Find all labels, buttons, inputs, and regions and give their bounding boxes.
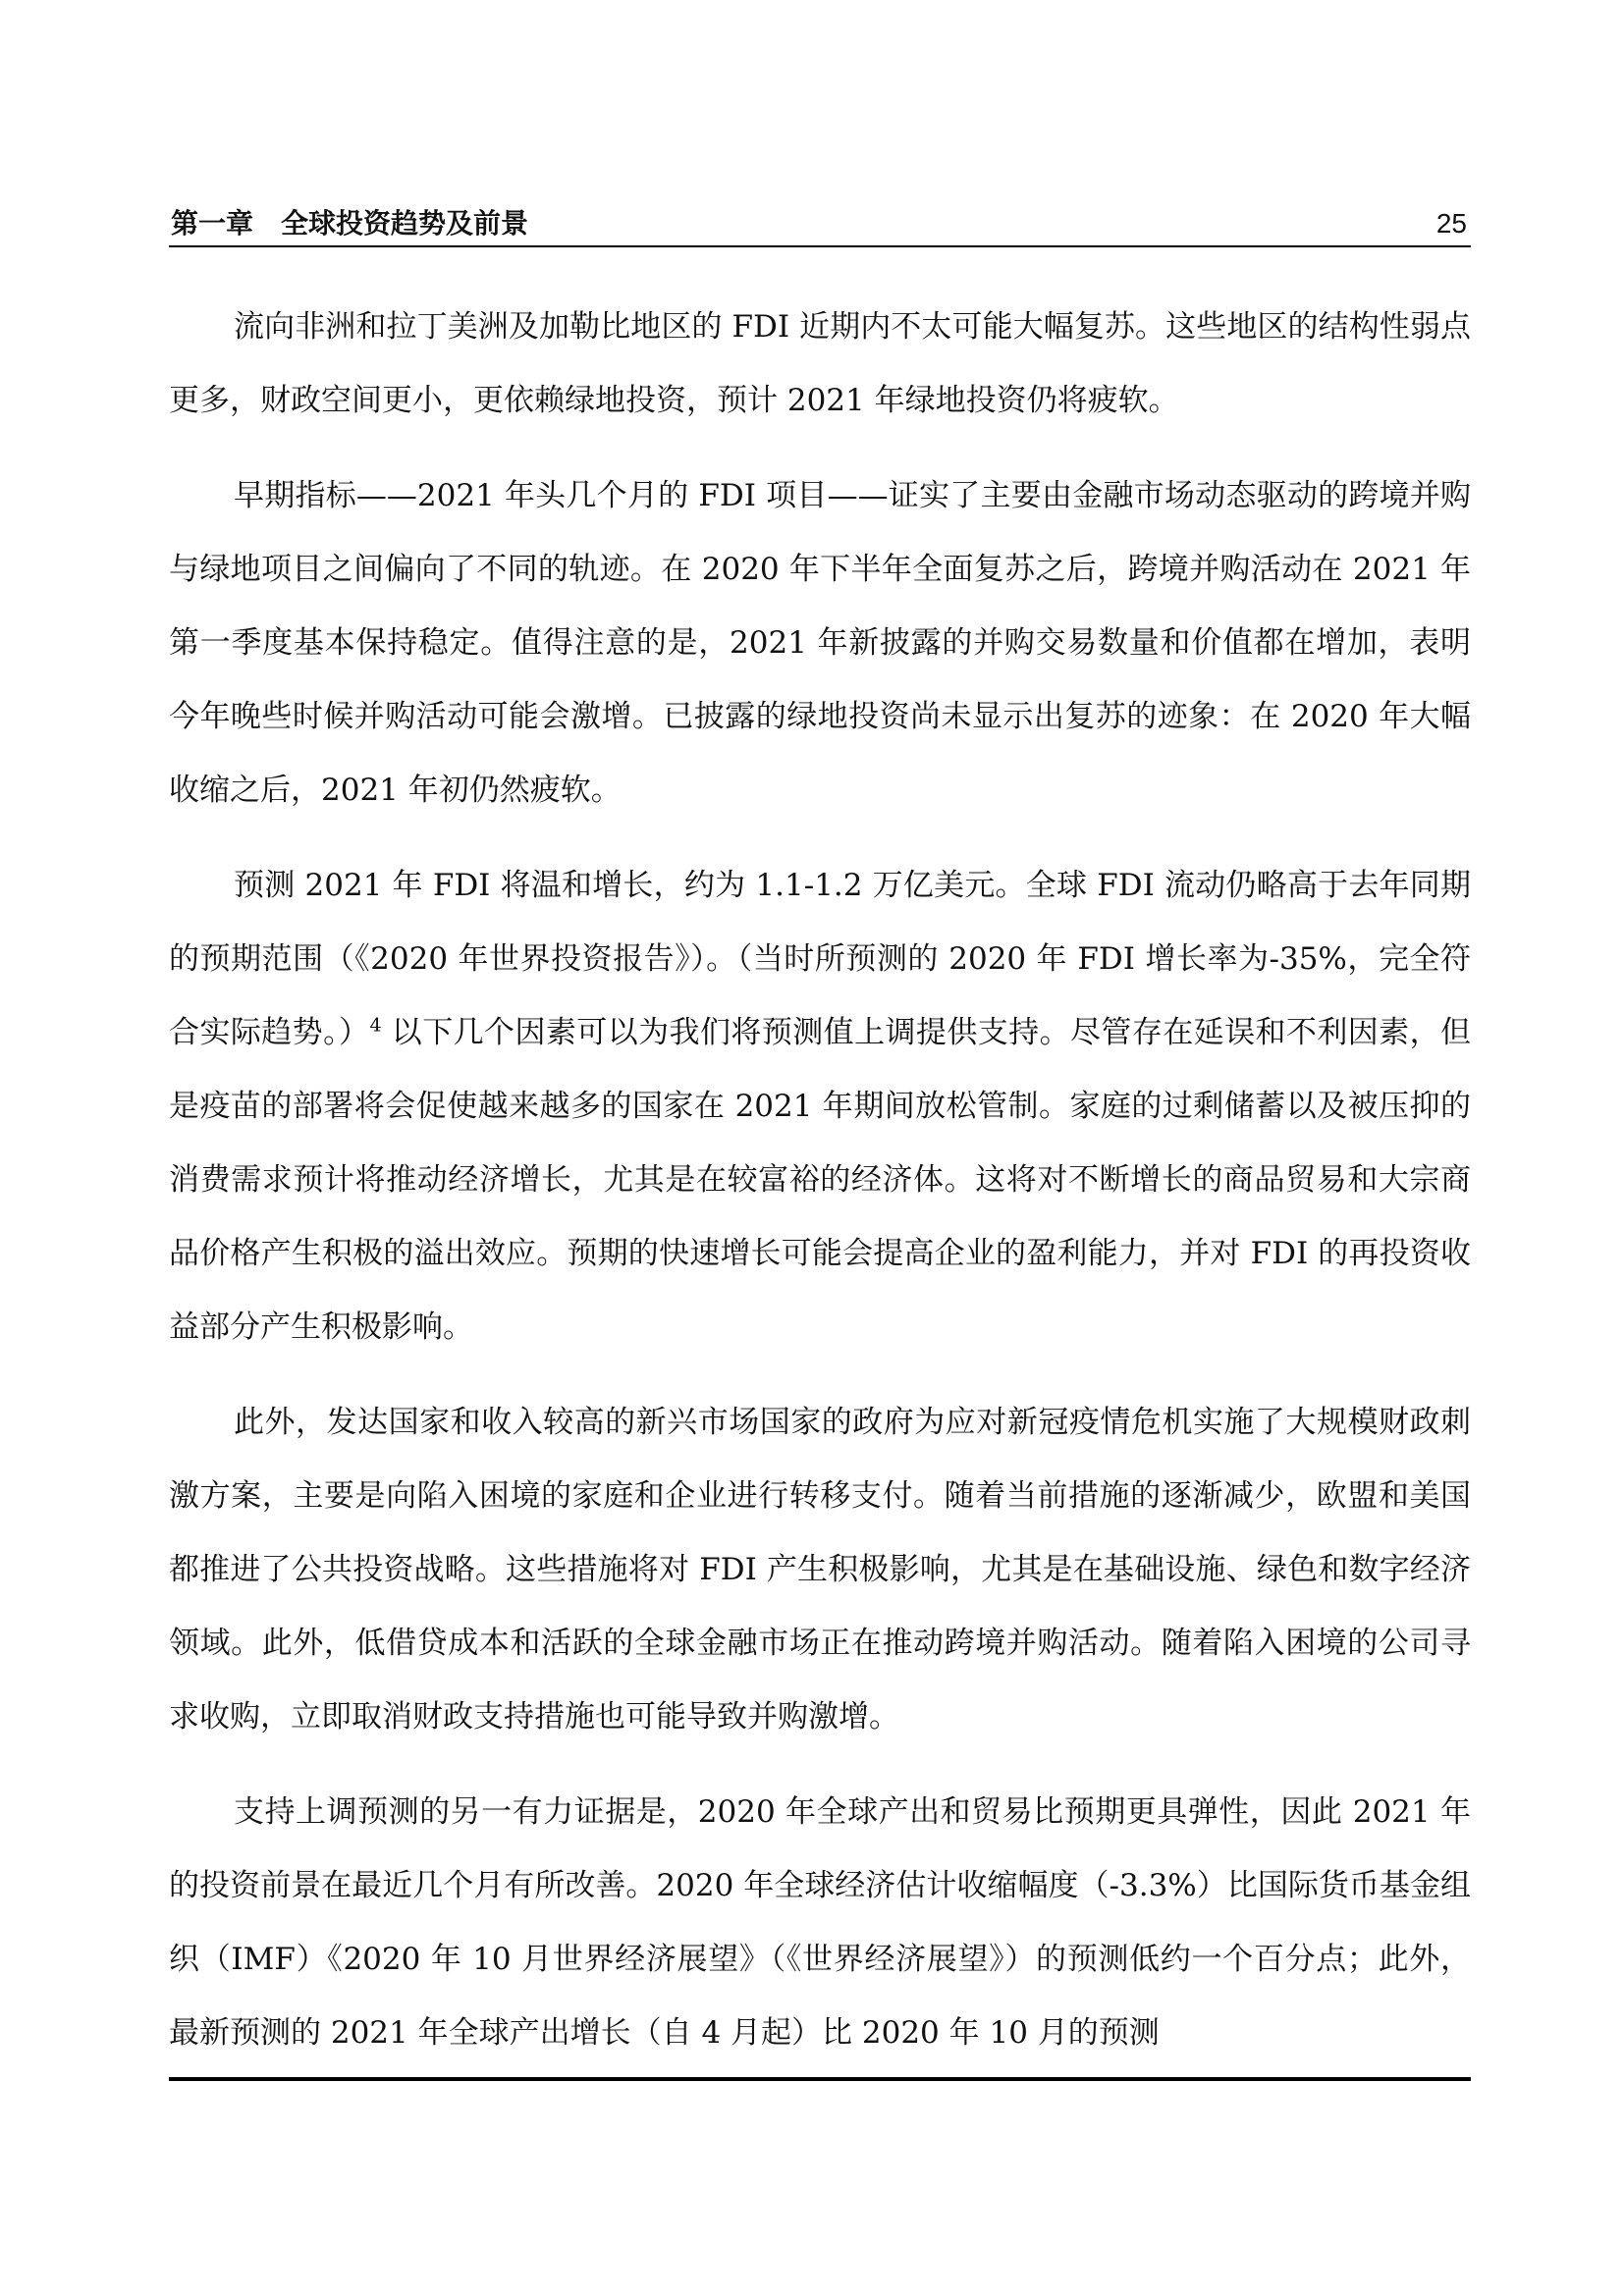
paragraph-fiscal-stimulus: 此外，发达国家和收入较高的新兴市场国家的政府为应对新冠疫情危机实施了大规模财政刺激方案，主要是向陷入困境的家庭和企业进行转移支付。随着当前措施的逐渐减少，欧盟和美国都推进了公共投资战略。这些措施将对 FDI 产生积极影响，尤其是在基础设施、绿色和数字经济领域。此外，低借贷成本和活跃的全球金融市场正在推动跨境并购活动。随着陷入困境的公司寻求收购，立即取消财政支持措施也可能导致并购激增。 [169, 1405, 1471, 1735]
header-divider [169, 245, 1471, 247]
paragraph-fdi-forecast-part1: 预测 2021 年 FDI 将温和增长，约为 1.1-1.2 万亿美元。全球 FDI 流动仍略高于去年同期的预期范围（《2020 年世界投资报告》）。（当时所预测的 2020 年 FDI 增长率为-35%，完全符合实际趋势。） [169, 868, 1471, 1050]
paragraph-fdi-forecast [169, 849, 1471, 1364]
chapter-title: 第一章 全球投资趋势及前景 [171, 207, 529, 240]
paragraph-latin-america-africa: 流向非洲和拉丁美洲及加勒比地区的 FDI 近期内不太可能大幅复苏。这些地区的结构性弱点更多，财政空间更小，更依赖绿地投资，预计 2021 年绿地投资仍将疲软。 [169, 309, 1471, 418]
page-number: 25 [1435, 208, 1467, 239]
paragraph-early-indicators: 早期指标——2021 年头几个月的 FDI 项目——证实了主要由金融市场动态驱动的跨境并购与绿地项目之间偏向了不同的轨迹。在 2020 年下半年全面复苏之后，跨境并购活动在 2021 年第一季度基本保持稳定。值得注意的是，2021 年新披露的并购交易数量和价值都在增加，表明今年晚些时候并购活动可能会激增。已披露的绿地投资尚未显示出复苏的迹象：在 2020 年大幅收缩之后，2021 年初仍然疲软。 [169, 478, 1471, 808]
body-text [169, 291, 1471, 2092]
footer-divider [169, 2077, 1471, 2081]
footnote-marker[interactable]: 4 [369, 1014, 382, 1037]
paragraph-fdi-forecast-part2: 以下几个因素可以为我们将预测值上调提供支持。尽管存在延误和不利因素，但是疫苗的部署将会促使越来越多的国家在 2021 年期间放松管制。家庭的过剩储蓄以及被压抑的消费需求预计将推动经济增长，尤其是在较富裕的经济体。这将对不断增长的商品贸易和大宗商品价格产生积极的溢出效应。预期的快速增长可能会提高企业的盈利能力，并对 FDI 的再投资收益部分产生积极影响。 [169, 1015, 1472, 1345]
paragraph-upward-revision: 支持上调预测的另一有力证据是，2020 年全球产出和贸易比预期更具弹性，因此 2021 年的投资前景在最近几个月有所改善。2020 年全球经济估计收缩幅度（-3.3%）比国际货币基金组织（IMF）《2020 年 10 月世界经济展望》（《世界经济展望》）的预测低约一个百分点；此外，最新预测的 2021 年全球产出增长（自 4 月起）比 2020 年 10 月的预测 [169, 1794, 1471, 2051]
page-header [169, 204, 1471, 243]
